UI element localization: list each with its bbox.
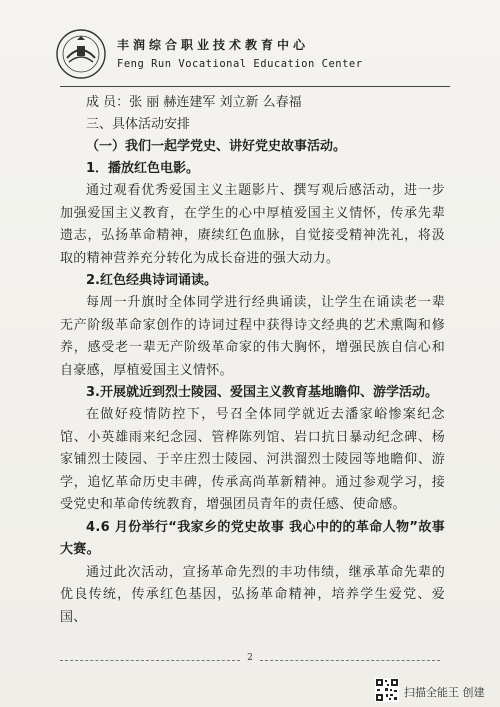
- item3-title: 3.开展就近到烈士陵园、爱国主义教育基地瞻仰、游学活动。: [86, 385, 438, 400]
- letterhead: [55, 28, 485, 88]
- item4-body: 通过此次活动，宣扬革命先烈的丰功伟绩，继承革命先辈的优良传统，传承红色基因，弘扬革命精神，培养学生爱党、爱国、: [60, 564, 445, 625]
- section-heading: 三、具体活动安排: [86, 117, 191, 132]
- members-line: 成 员：张 丽 赫连建军 刘立新 么春福: [86, 95, 302, 110]
- item2-body: 每周一升旗时全体同学进行经典诵读，让学生在诵读老一辈无产阶级革命家创作的诗词过程中获得诗文经典的艺术熏陶和修养，感受老一辈无产阶级革命家的伟大胸怀，增强民族自信心和自豪感，厚植爱国主义情怀。: [60, 295, 445, 378]
- item3-body: 在做好疫情防控下，号召全体同学就近去潘家峪惨案纪念馆、小英雄雨来纪念园、管桦陈列馆、岩口抗日暴动纪念碑、杨家铺烈士陵园、于辛庄烈士陵园、河洪溜烈士陵园等地瞻仰、游学，追忆革命历史丰碑，传承高尚革新精神。通过参观学习，接受党史和革命传统教育，增强团员青年的责任感、使命感。: [60, 407, 445, 512]
- item1-body: 通过观看优秀爱国主义主题影片、撰写观后感活动，进一步加强爱国主义教育，在学生的心中厚植爱国主义情怀，传承先辈遗志，弘扬革命精神，赓续红色血脉，自觉接受精神洗礼，将汲取的精神营养充分转化为成长奋进的强大动力。: [60, 183, 445, 266]
- subsection-heading: （一）我们一起学党史、讲好党史故事活动。: [86, 139, 347, 154]
- scanner-watermark: 扫描全能王 创建: [404, 686, 485, 699]
- org-name-english: Feng Run Vocational Education Center: [117, 58, 363, 70]
- item1-title: 1．播放红色电影。: [86, 161, 200, 176]
- page-number: 2: [247, 653, 253, 663]
- item4-title: 4.6 月份举行“我家乡的党史故事 我心中的的革命人物”故事大赛。: [60, 519, 445, 557]
- document-body: [60, 92, 445, 629]
- qr-code-icon: [375, 678, 399, 702]
- org-name-chinese: 丰润综合职业技术教育中心: [117, 38, 310, 52]
- school-logo-icon: [55, 28, 107, 80]
- item2-title: 2.红色经典诗词诵读。: [86, 273, 217, 288]
- header-divider: [60, 86, 450, 87]
